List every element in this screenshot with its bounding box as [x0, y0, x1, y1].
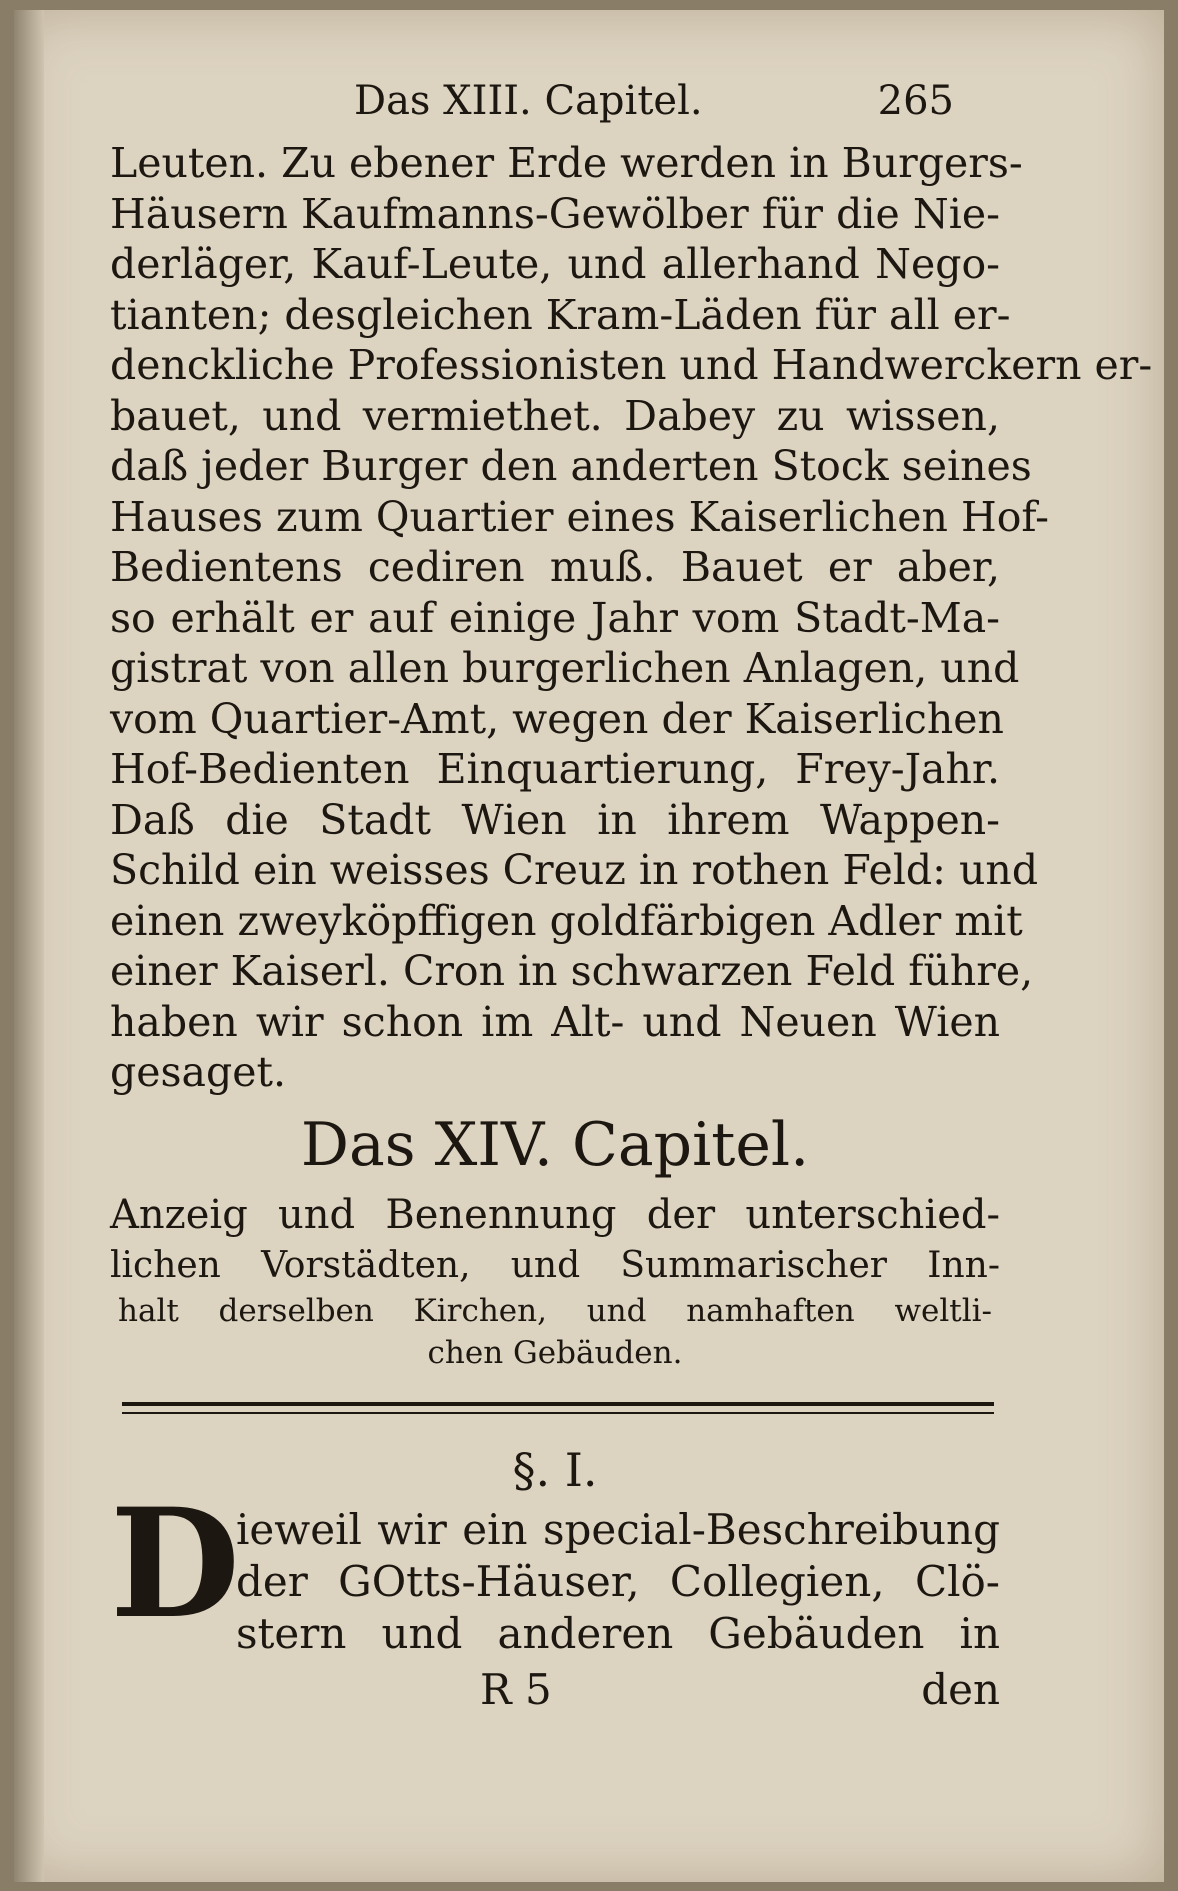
signature-mark: R 5: [480, 1665, 552, 1714]
text-line: der GOtts-Häuser, Collegien, Clö-: [236, 1557, 1000, 1606]
text-line: denckliche Professionisten und Handwerckern er-: [110, 341, 1153, 389]
page-number: 265: [877, 78, 954, 124]
subtitle-line: halt derselben Kirchen, und namhaften weltli-: [118, 1293, 992, 1329]
section-mark: §. I.: [512, 1443, 598, 1497]
text-line: Schild ein weisses Creuz in rothen Feld: und: [110, 846, 1039, 894]
text-line: Hof-Bedienten Einquartierung, Frey-Jahr.: [110, 745, 1000, 793]
body-text: [110, 138, 1153, 1098]
double-rule-divider: [122, 1402, 994, 1414]
text-line: daß jeder Burger den anderten Stock seines: [110, 442, 1032, 490]
text-line: ieweil wir ein special-Beschreibung: [236, 1505, 1000, 1554]
book-page: [14, 10, 1164, 1882]
text-line: vom Quartier-Amt, wegen der Kaiserlichen: [110, 694, 1004, 743]
text-line: stern und anderen Gebäuden in: [236, 1609, 1000, 1658]
text-line: so erhält er auf einige Jahr vom Stadt-Ma-: [110, 593, 1000, 642]
chapter-title: Das XIV. Capitel.: [300, 1110, 810, 1180]
text-line: bauet, und vermiethet. Dabey zu wissen,: [110, 391, 1000, 440]
running-header: [354, 78, 954, 128]
section-text: [236, 1504, 1000, 1660]
drop-cap: D: [110, 1476, 241, 1652]
text-line: einer Kaiserl. Cron in schwarzen Feld führe,: [110, 947, 1034, 995]
catchword: den: [921, 1665, 1000, 1714]
page-gutter: [14, 10, 44, 1882]
text-line: Bedientens cediren muß. Bauet er aber,: [110, 543, 1000, 591]
text-line: derläger, Kauf-Leute, und allerhand Nego-: [110, 240, 1000, 288]
text-line: haben wir schon im Alt- und Neuen Wien: [110, 997, 1000, 1046]
text-line: tianten; desgleichen Kram-Läden für all er-: [110, 290, 1011, 339]
text-line: Daß die Stadt Wien in ihrem Wappen-: [110, 795, 1000, 844]
text-line: gistrat von allen burgerlichen Anlagen, und: [110, 644, 1020, 692]
subtitle-line: lichen Vorstädten, und Summarischer Inn-: [110, 1245, 1000, 1286]
chapter-subtitle: [110, 1188, 1000, 1374]
running-title: Das XIII. Capitel.: [354, 78, 703, 124]
page-footer: [110, 1664, 1000, 1716]
text-line: Leuten. Zu ebener Erde werden in Burgers-: [110, 139, 1023, 187]
text-line: gesaget.: [110, 1048, 287, 1096]
subtitle-line: Anzeig und Benennung der unterschied-: [110, 1192, 1000, 1238]
text-line: Hauses zum Quartier eines Kaiserlichen Hof-: [110, 492, 1049, 541]
text-line: einen zweyköpffigen goldfärbigen Adler mit: [110, 896, 1023, 945]
subtitle-line: chen Gebäuden.: [427, 1335, 683, 1371]
text-line: Häusern Kaufmanns-Gewölber für die Nie-: [110, 189, 1000, 238]
